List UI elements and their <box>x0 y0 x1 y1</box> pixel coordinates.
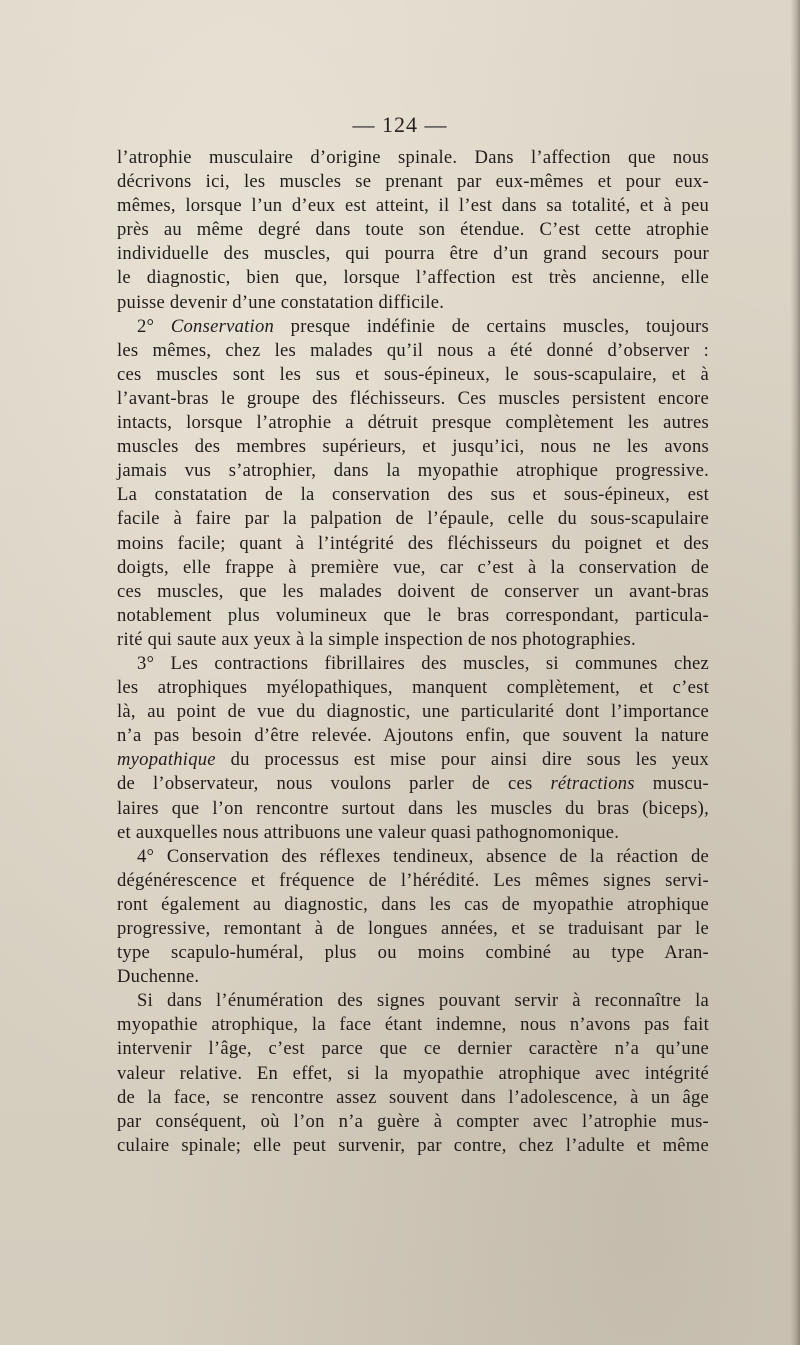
text-line: La constatation de la conservation des sus et sous-épineux, est <box>117 484 709 506</box>
text-line: près au même degré dans toute son étendue. C’est cette atrophie <box>117 219 709 241</box>
text-line: intervenir l’âge, c’est parce que ce dernier caractère n’a qu’une <box>117 1038 709 1060</box>
paragraph-end-line: Duchenne. <box>117 966 200 988</box>
line-rest: du processus est mise pour ainsi dire sous les yeux <box>215 749 709 771</box>
line-lead: 2° <box>137 315 171 337</box>
text-line: décrivons ici, les muscles se prenant par eux-mêmes et pour eux- <box>117 171 709 193</box>
text-line: ces muscles sont les sus et sous-épineux, le sous-scapulaire, et à <box>117 363 709 385</box>
text-line: doigts, elle frappe à première vue, car c’est à la conservation de <box>117 556 709 578</box>
line-rest: presque indéfinie de certains muscles, toujours <box>274 315 709 337</box>
text-line-with-italic <box>117 315 709 339</box>
italic-term: rétractions <box>550 773 635 795</box>
line-rest: muscu- <box>634 773 709 795</box>
text-line: par conséquent, où l’on n’a guère à compter avec l’atrophie mus- <box>117 1110 709 1132</box>
text-line: individuelle des muscles, qui pourra être d’un grand secours pour <box>117 243 709 265</box>
text-line: le diagnostic, bien que, lorsque l’affection est très ancienne, elle <box>117 267 709 289</box>
italic-term: myopathique <box>117 749 216 771</box>
italic-term: Conservation <box>170 315 275 337</box>
text-line: l’atrophie musculaire d’origine spinale. Dans l’affection que nous <box>117 147 709 168</box>
page-number: — 124 — <box>352 112 448 137</box>
text-line: 3° Les contractions fibrillaires des muscles, si communes chez <box>137 652 709 674</box>
body-text <box>117 146 709 1158</box>
text-line: là, au point de vue du diagnostic, une particularité dont l’importance <box>117 701 709 723</box>
text-line: les atrophiques myélopathiques, manquent complètement, et c’est <box>117 677 709 699</box>
text-line: les mêmes, chez les malades qu’il nous a été donné d’observer : <box>117 339 709 361</box>
text-line: l’avant-bras le groupe des fléchisseurs. Ces muscles persistent encore <box>117 387 709 409</box>
text-line: dégénérescence et fréquence de l’hérédité. Les mêmes signes servi- <box>117 869 709 891</box>
text-line: myopathie atrophique, la face étant indemne, nous n’avons pas fait <box>117 1014 709 1036</box>
paragraph-end-line: puisse devenir d’une constatation difficile. <box>117 291 445 313</box>
text-line: progressive, remontant à de longues années, et se traduisant par le <box>117 918 709 939</box>
text-line: valeur relative. En effet, si la myopathie atrophique avec intégrité <box>117 1062 709 1084</box>
text-line: laires que l’on rencontre surtout dans les muscles du bras (biceps), <box>117 797 709 819</box>
text-line: facile à faire par la palpation de l’épaule, celle du sous-scapulaire <box>117 508 709 530</box>
text-line: moins facile; quant à l’intégrité des fléchisseurs du poignet et des <box>117 532 709 554</box>
text-line: muscles des membres supérieurs, et jusqu’ici, nous ne les avons <box>117 436 709 458</box>
text-line: n’a pas besoin d’être relevée. Ajoutons enfin, que souvent la nature <box>117 725 709 747</box>
line-lead: de l’observateur, nous voulons parler de ces <box>117 773 551 795</box>
text-line: ront également au diagnostic, dans les cas de myopathie atrophique <box>117 893 709 915</box>
text-line: notablement plus volumineux que le bras correspondant, particula- <box>117 604 709 626</box>
text-line: intacts, lorsque l’atrophie a détruit presque complètement les autres <box>117 412 709 434</box>
paragraph-end-line: rité qui saute aux yeux à la simple inspection de nos photographies. <box>117 628 636 650</box>
paragraph-end-line: et auxquelles nous attribuons une valeur quasi pathognomonique. <box>117 821 620 843</box>
text-line: Si dans l’énumération des signes pouvant servir à reconnaître la <box>137 990 709 1012</box>
text-line-with-italic <box>117 748 709 772</box>
text-line-with-italic <box>117 772 709 796</box>
text-line: 4° Conservation des réflexes tendineux, absence de la réaction de <box>137 845 709 867</box>
text-line: ces muscles, que les malades doivent de conserver un avant-bras <box>117 580 709 602</box>
text-line: type scapulo-huméral, plus ou moins combiné au type Aran- <box>117 942 709 964</box>
text-line: culaire spinale; elle peut survenir, par contre, chez l’adulte et même <box>117 1134 709 1156</box>
text-line: jamais vus s’atrophier, dans la myopathie atrophique progressive. <box>117 460 709 482</box>
text-line: mêmes, lorsque l’un d’eux est atteint, il l’est dans sa totalité, et à peu <box>117 195 709 217</box>
text-line: de la face, se rencontre assez souvent dans l’adolescence, à un âge <box>117 1086 709 1108</box>
page-edge-shadow <box>790 0 800 1345</box>
